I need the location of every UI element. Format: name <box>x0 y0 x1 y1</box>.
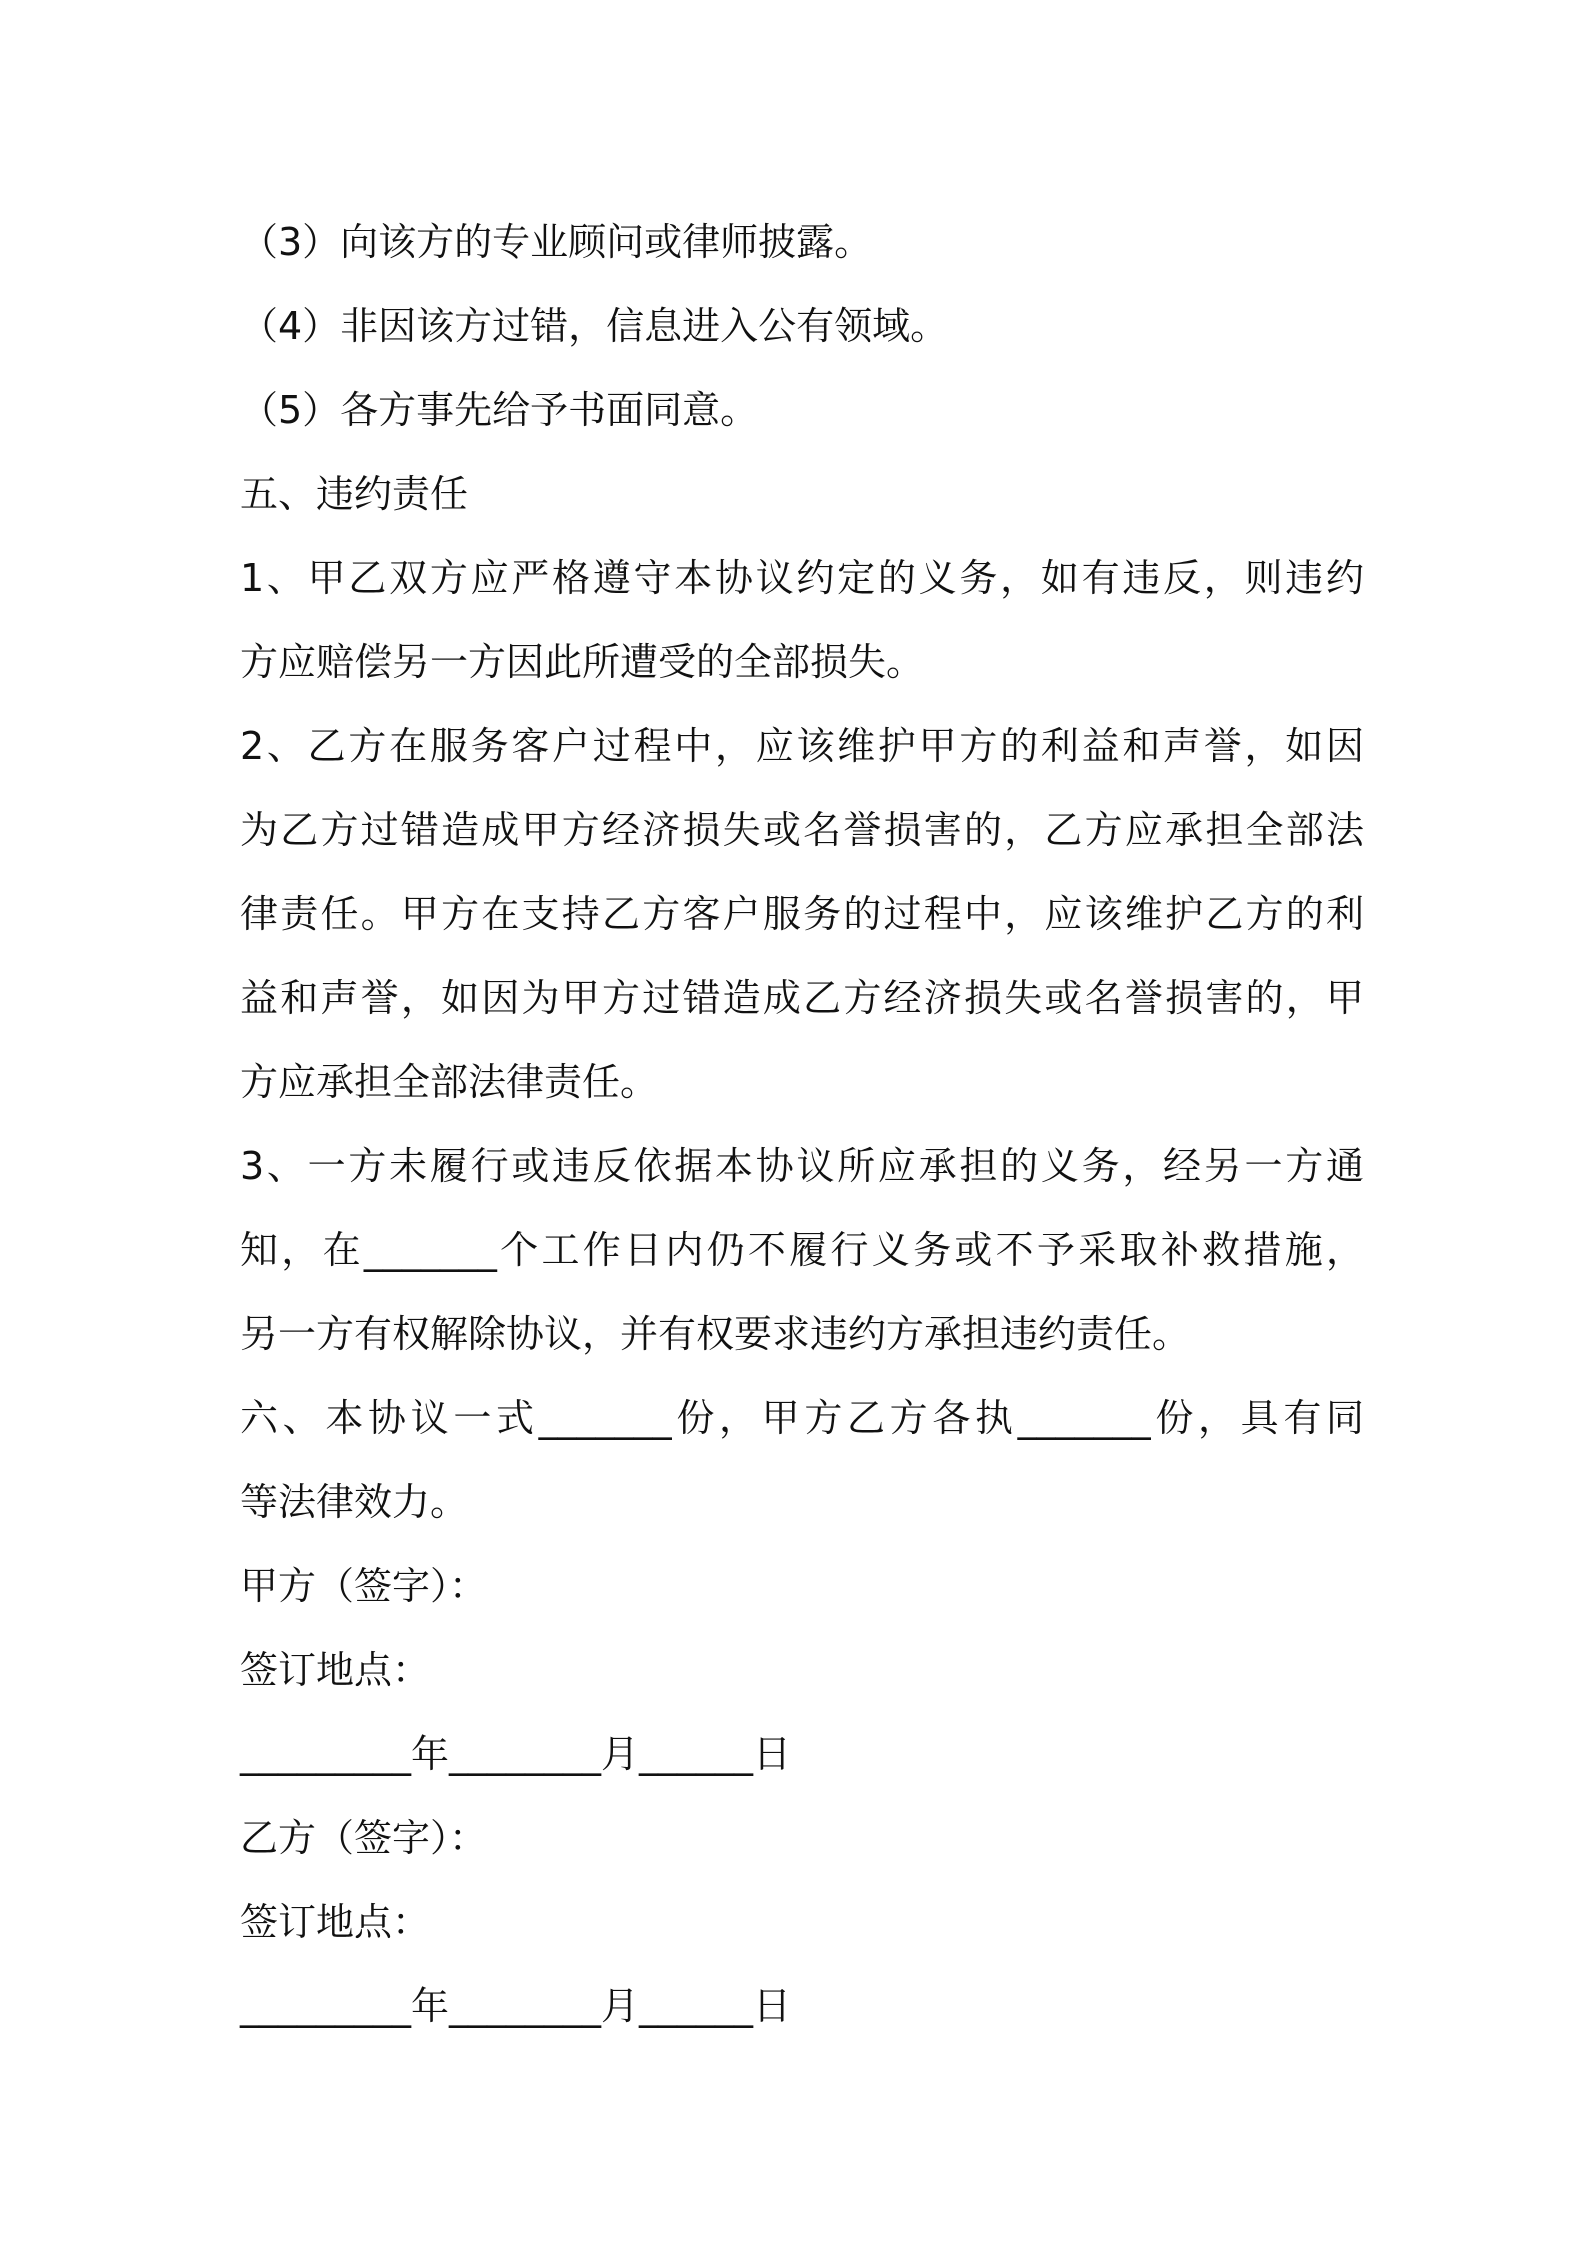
confidentiality-item-5: （5）各方事先给予书面同意。 <box>240 388 759 432</box>
document-body <box>240 200 1364 2048</box>
party-a-signature-label: 甲方（签字）： <box>240 1564 488 1608</box>
confidentiality-item-3: （3）向该方的专业顾问或律师披露。 <box>240 220 873 264</box>
clause-2-line-5: 方应承担全部法律责任。 <box>240 1060 659 1104</box>
clause-1-line-2: 方应赔偿另一方因此所遭受的全部损失。 <box>240 640 925 684</box>
clause-2-line-3: 律责任。甲方在支持乙方客户服务的过程中，应该维护乙方的利 <box>240 892 1364 936</box>
clause-2-line-4: 益和声誉，如因为甲方过错造成乙方经济损失或名誉损害的，甲 <box>240 976 1364 1020</box>
party-b-signature-label: 乙方（签字）： <box>240 1816 488 1860</box>
clause-3-line-1: 3、一方未履行或违反依据本协议所应承担的义务，经另一方通 <box>240 1144 1364 1188</box>
party-b-place-label: 签订地点： <box>240 1900 431 1944</box>
clause-3-line-3: 另一方有权解除协议，并有权要求违约方承担违约责任。 <box>240 1312 1191 1356</box>
party-a-place-label: 签订地点： <box>240 1648 431 1692</box>
clause-2-line-2: 为乙方过错造成甲方经济损失或名誉损害的，乙方应承担全部法 <box>240 808 1364 852</box>
clause-3-line-2: 知，在_______个工作日内仍不履行义务或不予采取补救措施， <box>240 1228 1364 1272</box>
clause-2-line-1: 2、乙方在服务客户过程中，应该维护甲方的利益和声誉，如因 <box>240 724 1364 768</box>
confidentiality-item-4: （4）非因该方过错，信息进入公有领域。 <box>240 304 949 348</box>
section-6-line-1: 六、本协议一式_______份，甲方乙方各执_______份，具有同 <box>240 1396 1364 1440</box>
section-5-heading: 五、违约责任 <box>240 472 469 516</box>
clause-1-line-1: 1、甲乙双方应严格遵守本协议约定的义务，如有违反，则违约 <box>240 556 1364 600</box>
section-6-line-2: 等法律效力。 <box>240 1480 469 1524</box>
party-a-date-line: _________年________月______日 <box>240 1732 792 1776</box>
party-b-date-line: _________年________月______日 <box>240 1984 792 2028</box>
